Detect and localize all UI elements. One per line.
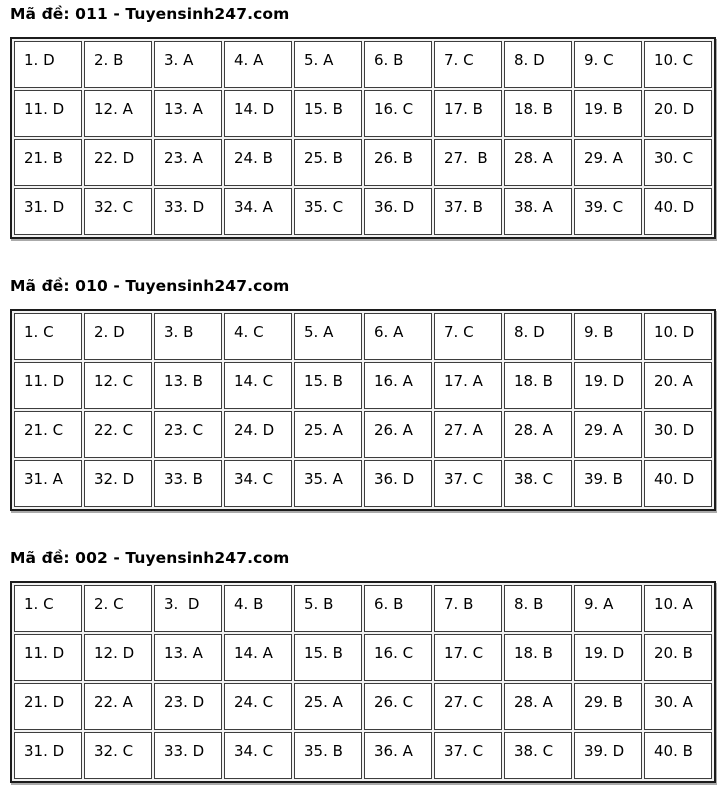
answer-section-011 — [10, 5, 718, 239]
answer-table — [10, 37, 716, 239]
section-title: Mã đề: 002 - Tuyensinh247.com — [10, 549, 290, 567]
answer-cell: 8. D — [504, 313, 572, 360]
answer-cell: 28. A — [504, 139, 572, 186]
answer-cell: 20. D — [644, 90, 712, 137]
answer-cell: 4. A — [224, 41, 292, 88]
answer-cell: 31. A — [14, 460, 82, 507]
answer-cell: 38. C — [504, 732, 572, 779]
answer-cell: 37. C — [434, 732, 502, 779]
answer-cell: 21. B — [14, 139, 82, 186]
answer-cell: 25. A — [294, 683, 362, 730]
answer-cell: 10. A — [644, 585, 712, 632]
answer-row — [14, 634, 712, 681]
answer-cell: 11. D — [14, 634, 82, 681]
answer-cell: 14. A — [224, 634, 292, 681]
answer-cell: 20. A — [644, 362, 712, 409]
answer-cell: 6. A — [364, 313, 432, 360]
answer-cell: 25. B — [294, 139, 362, 186]
answer-cell: 1. C — [14, 585, 82, 632]
answer-cell: 22. D — [84, 139, 152, 186]
answer-cell: 7. B — [434, 585, 502, 632]
answer-cell: 12. A — [84, 90, 152, 137]
answer-cell: 33. D — [154, 188, 222, 235]
answer-cell: 18. B — [504, 634, 572, 681]
answer-cell: 27. B — [434, 139, 502, 186]
answer-cell: 24. B — [224, 139, 292, 186]
answer-cell: 10. C — [644, 41, 712, 88]
answer-cell: 15. B — [294, 362, 362, 409]
answer-row — [14, 732, 712, 779]
answer-cell: 13. A — [154, 90, 222, 137]
answer-cell: 5. A — [294, 41, 362, 88]
answer-cell: 31. D — [14, 188, 82, 235]
answer-cell: 30. D — [644, 411, 712, 458]
answer-cell: 22. A — [84, 683, 152, 730]
answer-cell: 28. A — [504, 411, 572, 458]
answer-cell: 18. B — [504, 90, 572, 137]
answer-cell: 23. A — [154, 139, 222, 186]
answer-cell: 33. D — [154, 732, 222, 779]
answer-cell: 26. B — [364, 139, 432, 186]
answer-cell: 5. B — [294, 585, 362, 632]
answer-cell: 13. A — [154, 634, 222, 681]
answer-cell: 1. C — [14, 313, 82, 360]
answer-cell: 30. C — [644, 139, 712, 186]
answer-cell: 2. C — [84, 585, 152, 632]
answer-cell: 32. C — [84, 732, 152, 779]
answer-row — [14, 411, 712, 458]
answer-cell: 23. C — [154, 411, 222, 458]
answer-cell: 39. B — [574, 460, 642, 507]
answer-cell: 36. D — [364, 460, 432, 507]
answer-cell: 28. A — [504, 683, 572, 730]
answer-cell: 4. C — [224, 313, 292, 360]
answer-cell: 37. B — [434, 188, 502, 235]
answer-section-010 — [10, 277, 718, 511]
answer-cell: 26. A — [364, 411, 432, 458]
answer-cell: 24. C — [224, 683, 292, 730]
answer-cell: 38. A — [504, 188, 572, 235]
answer-cell: 23. D — [154, 683, 222, 730]
answer-cell: 15. B — [294, 90, 362, 137]
answer-cell: 19. B — [574, 90, 642, 137]
answer-cell: 7. C — [434, 41, 502, 88]
answer-cell: 12. C — [84, 362, 152, 409]
answer-cell: 5. A — [294, 313, 362, 360]
answer-row — [14, 362, 712, 409]
answer-cell: 35. C — [294, 188, 362, 235]
answer-cell: 4. B — [224, 585, 292, 632]
answer-cell: 36. D — [364, 188, 432, 235]
answer-cell: 16. C — [364, 634, 432, 681]
answer-cell: 39. D — [574, 732, 642, 779]
answer-cell: 7. C — [434, 313, 502, 360]
answer-cell: 29. A — [574, 411, 642, 458]
answer-row — [14, 41, 712, 88]
answer-cell: 40. D — [644, 460, 712, 507]
answer-table — [10, 581, 716, 783]
answer-row — [14, 188, 712, 235]
section-title: Mã đề: 010 - Tuyensinh247.com — [10, 277, 290, 295]
answer-cell: 3. A — [154, 41, 222, 88]
answer-cell: 12. D — [84, 634, 152, 681]
answer-cell: 14. D — [224, 90, 292, 137]
answer-cell: 3. D — [154, 585, 222, 632]
answer-row — [14, 313, 712, 360]
answer-cell: 38. C — [504, 460, 572, 507]
answer-cell: 19. D — [574, 362, 642, 409]
answer-cell: 17. B — [434, 90, 502, 137]
answer-cell: 27. A — [434, 411, 502, 458]
answer-cell: 27. C — [434, 683, 502, 730]
answer-row — [14, 90, 712, 137]
answer-cell: 30. A — [644, 683, 712, 730]
answer-row — [14, 460, 712, 507]
answer-cell: 21. C — [14, 411, 82, 458]
answer-cell: 39. C — [574, 188, 642, 235]
answer-cell: 17. A — [434, 362, 502, 409]
answer-cell: 20. B — [644, 634, 712, 681]
answer-cell: 2. D — [84, 313, 152, 360]
answer-cell: 26. C — [364, 683, 432, 730]
answer-cell: 11. D — [14, 90, 82, 137]
answer-section-002 — [10, 549, 718, 783]
answer-table — [10, 309, 716, 511]
answer-cell: 3. B — [154, 313, 222, 360]
answer-cell: 40. B — [644, 732, 712, 779]
answer-cell: 18. B — [504, 362, 572, 409]
answer-cell: 40. D — [644, 188, 712, 235]
answer-cell: 33. B — [154, 460, 222, 507]
answer-cell: 25. A — [294, 411, 362, 458]
answer-cell: 8. D — [504, 41, 572, 88]
answer-cell: 37. C — [434, 460, 502, 507]
section-title: Mã đề: 011 - Tuyensinh247.com — [10, 5, 290, 23]
answer-cell: 36. A — [364, 732, 432, 779]
answer-cell: 31. D — [14, 732, 82, 779]
answer-cell: 24. D — [224, 411, 292, 458]
answer-cell: 35. A — [294, 460, 362, 507]
answer-cell: 2. B — [84, 41, 152, 88]
answer-cell: 10. D — [644, 313, 712, 360]
answer-cell: 9. A — [574, 585, 642, 632]
answer-cell: 21. D — [14, 683, 82, 730]
answer-cell: 6. B — [364, 585, 432, 632]
answer-cell: 34. A — [224, 188, 292, 235]
answer-cell: 32. D — [84, 460, 152, 507]
answer-cell: 9. B — [574, 313, 642, 360]
answer-cell: 17. C — [434, 634, 502, 681]
answer-cell: 35. B — [294, 732, 362, 779]
answer-cell: 11. D — [14, 362, 82, 409]
answer-cell: 15. B — [294, 634, 362, 681]
answer-cell: 19. D — [574, 634, 642, 681]
answer-cell: 32. C — [84, 188, 152, 235]
answer-cell: 14. C — [224, 362, 292, 409]
answer-cell: 22. C — [84, 411, 152, 458]
answer-cell: 16. A — [364, 362, 432, 409]
answer-cell: 29. A — [574, 139, 642, 186]
answer-cell: 34. C — [224, 732, 292, 779]
answer-cell: 34. C — [224, 460, 292, 507]
answer-row — [14, 585, 712, 632]
answer-cell: 9. C — [574, 41, 642, 88]
answer-cell: 1. D — [14, 41, 82, 88]
answer-cell: 29. B — [574, 683, 642, 730]
answer-row — [14, 683, 712, 730]
answer-cell: 16. C — [364, 90, 432, 137]
answer-cell: 13. B — [154, 362, 222, 409]
answer-row — [14, 139, 712, 186]
answer-cell: 8. B — [504, 585, 572, 632]
answer-cell: 6. B — [364, 41, 432, 88]
